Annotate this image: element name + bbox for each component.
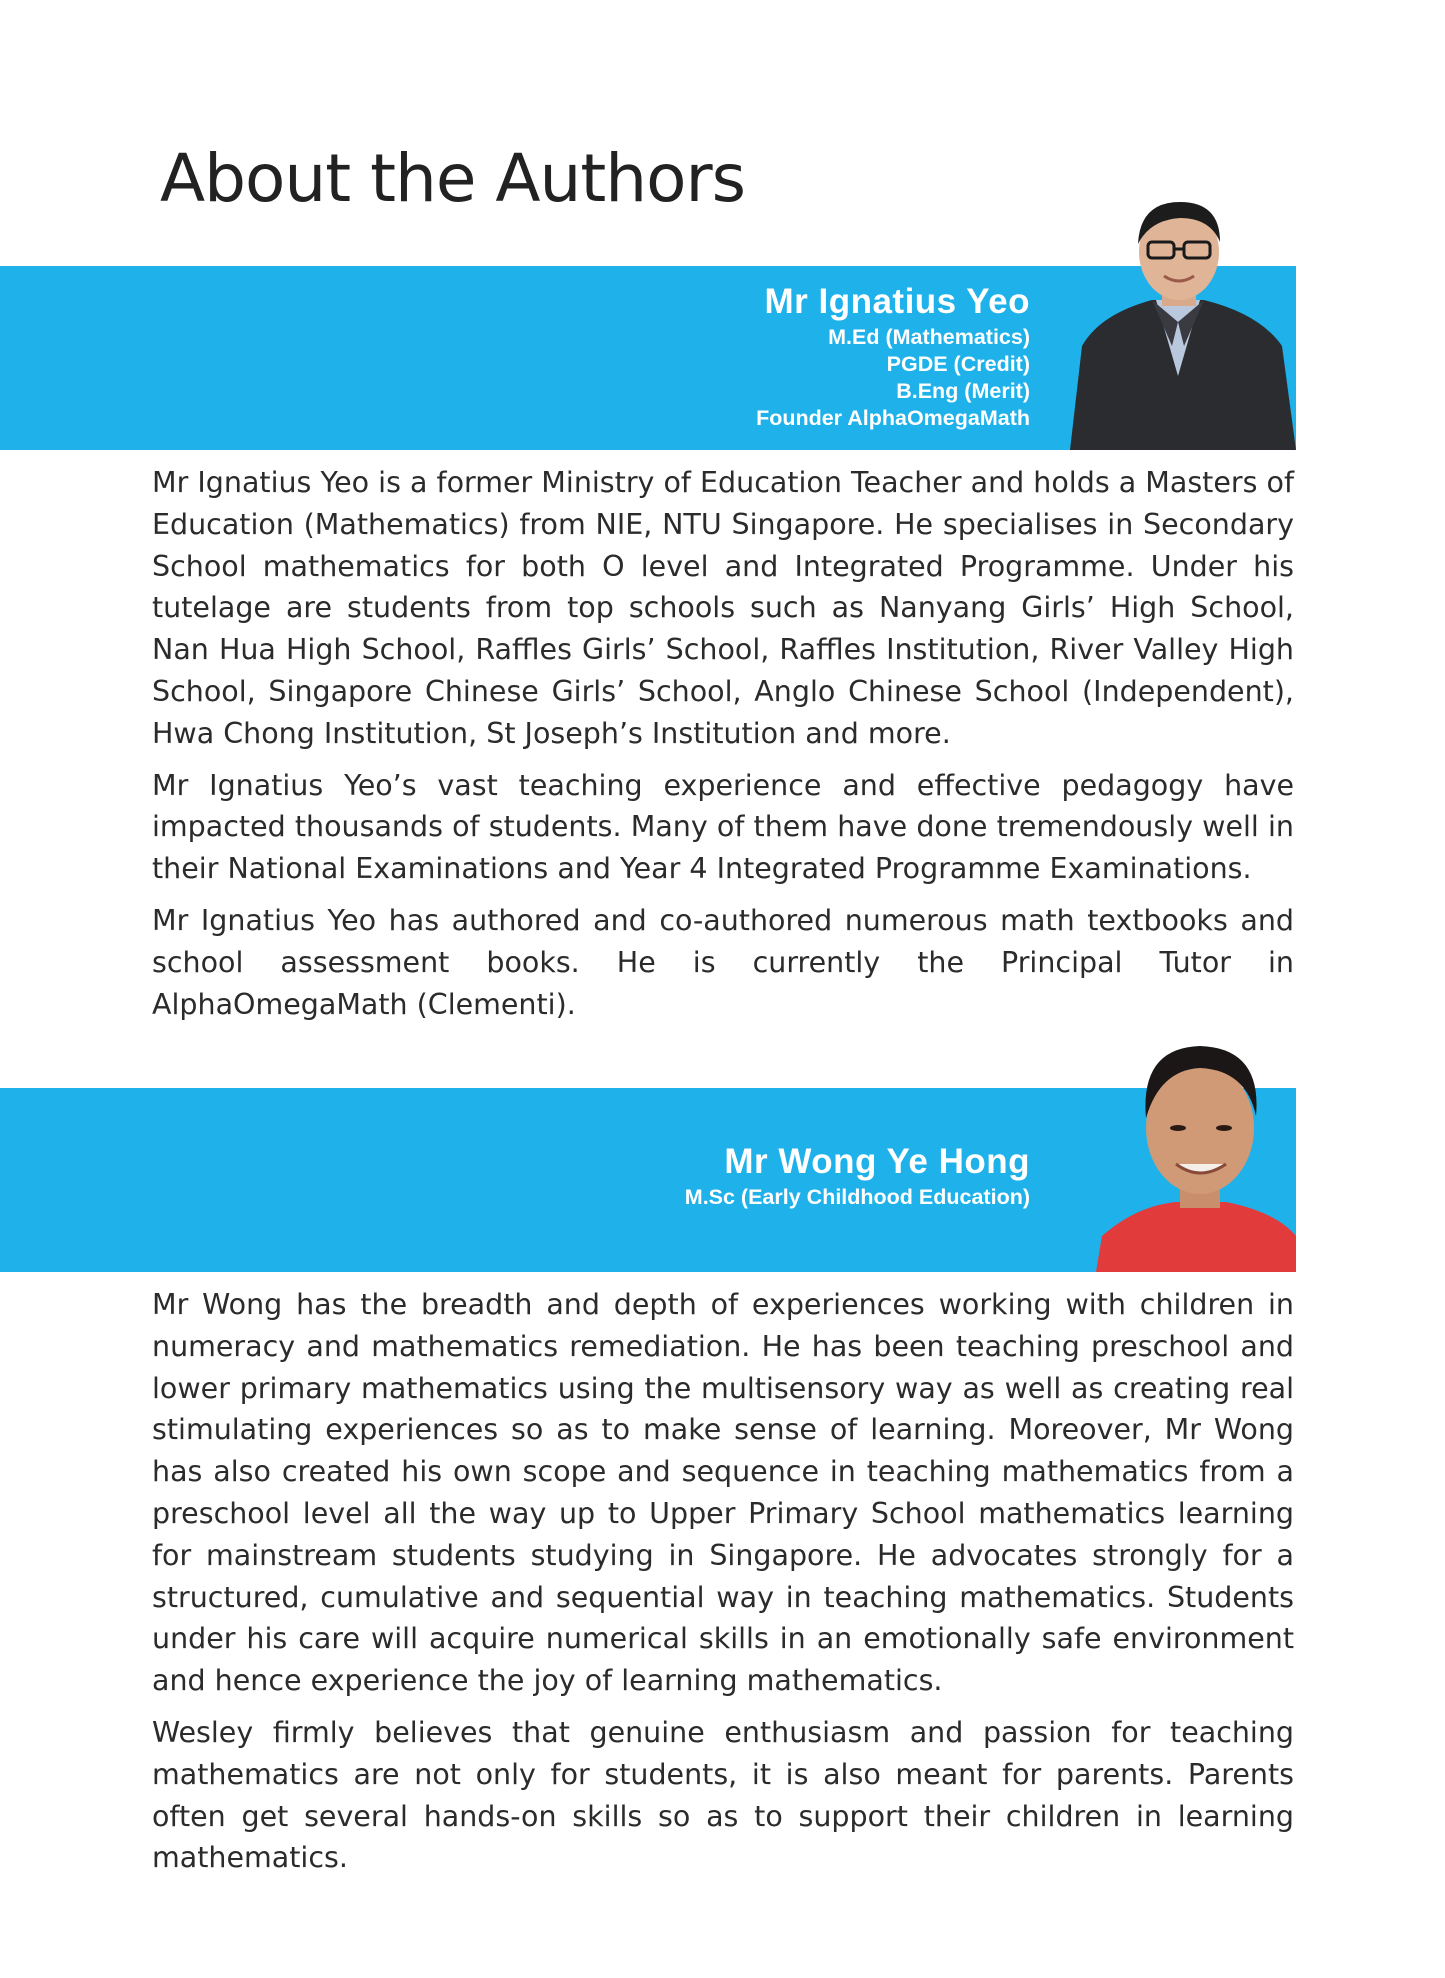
- author-name: Mr Ignatius Yeo: [764, 282, 1030, 321]
- bio-paragraph: Mr Ignatius Yeo has authored and co-authored numerous math textbooks and school assessment books. He is currently the Principal Tutor in AlphaOmegaMath (Clementi).: [152, 903, 1294, 1021]
- credential-line: M.Sc (Early Childhood Education): [684, 1185, 1030, 1209]
- bio-paragraph: Mr Ignatius Yeo is a former Ministry of Education Teacher and holds a Masters of Education (Mathematics) from NIE, NTU Singapore. He specialises in Secondary School mathematics for both O level and Integrated Programme. Under his tutelage are students from top schools such as Nanyang Girls’ High School, Nan Hua High School, Raffles Girls’ School, Raffles Institution, River Valley High School, Singapore Chinese Girls’ School, Anglo Chinese School (Independent), Hwa Chong Institution, St Joseph’s Institution and more.: [152, 466, 1294, 750]
- author-photo-wong: [1096, 1036, 1296, 1272]
- author-photo-yeo: [1060, 196, 1296, 450]
- bio-paragraph: Mr Wong has the breadth and depth of experiences working with children in numeracy and mathematics remediation. He has been teaching preschool and lower primary mathematics using the multisensory way as well as creating real stimulating experiences so as to make sense of learning. Moreover, Mr Wong has also created his own scope and sequence in teaching mathematics from a preschool level all the way up to Upper Primary School mathematics learning for mainstream students studying in Singapore. He advocates strongly for a structured, cumulative and sequential way in teaching mathematics. Students under his care will acquire numerical skills in an emotionally safe environment and hence experience the joy of learning mathematics.: [152, 1288, 1294, 1698]
- bio-paragraph: Mr Ignatius Yeo’s vast teaching experience and effective pedagogy have impacted thousands of students. Many of them have done tremendously well in their National Examinations and Year 4 Integrated Programme Examinations.: [152, 768, 1294, 886]
- credential-line: Founder AlphaOmegaMath: [756, 406, 1030, 430]
- page-title: About the Authors: [160, 140, 745, 217]
- credential-line: B.Eng (Merit): [896, 379, 1030, 403]
- author-name: Mr Wong Ye Hong: [724, 1142, 1030, 1181]
- credential-line: PGDE (Credit): [886, 352, 1030, 376]
- author-bio-wong: [152, 1284, 1294, 1889]
- credential-line: M.Ed (Mathematics): [828, 325, 1030, 349]
- bio-paragraph: Wesley firmly believes that genuine enthusiasm and passion for teaching mathematics are not only for students, it is also meant for parents. Parents often get several hands-on skills so as to support their children in learning mathematics.: [152, 1715, 1294, 1875]
- author-credentials-wong: [685, 1140, 1030, 1211]
- author-credentials-yeo: [756, 280, 1030, 432]
- author-bio-yeo: [152, 462, 1294, 1035]
